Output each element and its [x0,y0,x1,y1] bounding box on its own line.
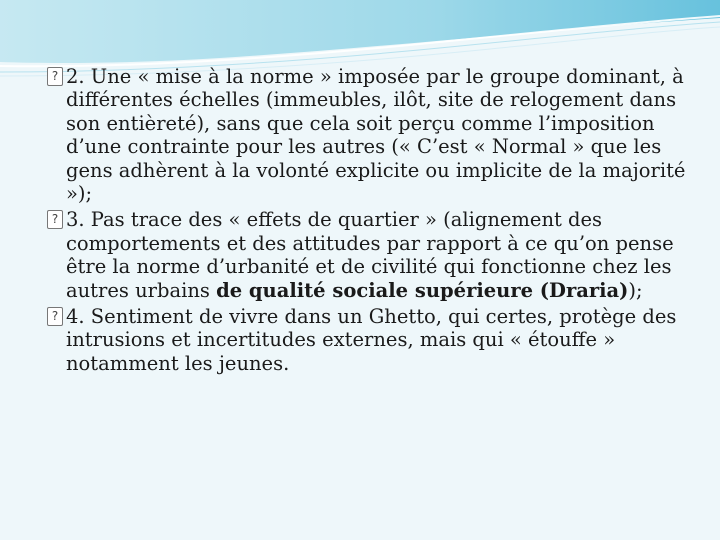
bullet-glyph-icon [46,210,64,228]
slide-body [46,65,686,378]
bullet-glyph-box: ? [47,210,63,229]
bullet-glyph-icon [46,67,64,85]
paragraph-text: 3. Pas trace des « effets de quartier » (alignement des comportements et des attitudes par rapport à ce qu’on pense être la norme d’urbanité et de civilité qui fonctionne chez les autres urbains [66,208,674,302]
paragraph-text: ); [628,278,643,302]
bullet-paragraph [46,65,686,205]
bullet-paragraph [46,208,686,302]
bullet-glyph-icon [46,307,64,325]
emphasized-text: de qualité sociale supérieure (Draria) [216,278,629,302]
paragraph-text: 4. Sentiment de vivre dans un Ghetto, qui certes, protège des intrusions et incertitudes externes, mais qui « étouffe » notamment les jeunes. [66,305,677,375]
bullet-paragraph [46,305,686,375]
bullet-glyph-box: ? [47,67,63,86]
bullet-glyph-box: ? [47,307,63,326]
paragraph-text: 2. Une « mise à la norme » imposée par le groupe dominant, à différentes échelles (immeubles, ilôt, site de relogement dans son entièreté), sans que cela soit perçu comme l’imposition d’une contrainte pour les autres (« C’est « Normal » que les gens adhèrent à la volonté explicite ou implicite de la majorité »); [66,65,686,206]
